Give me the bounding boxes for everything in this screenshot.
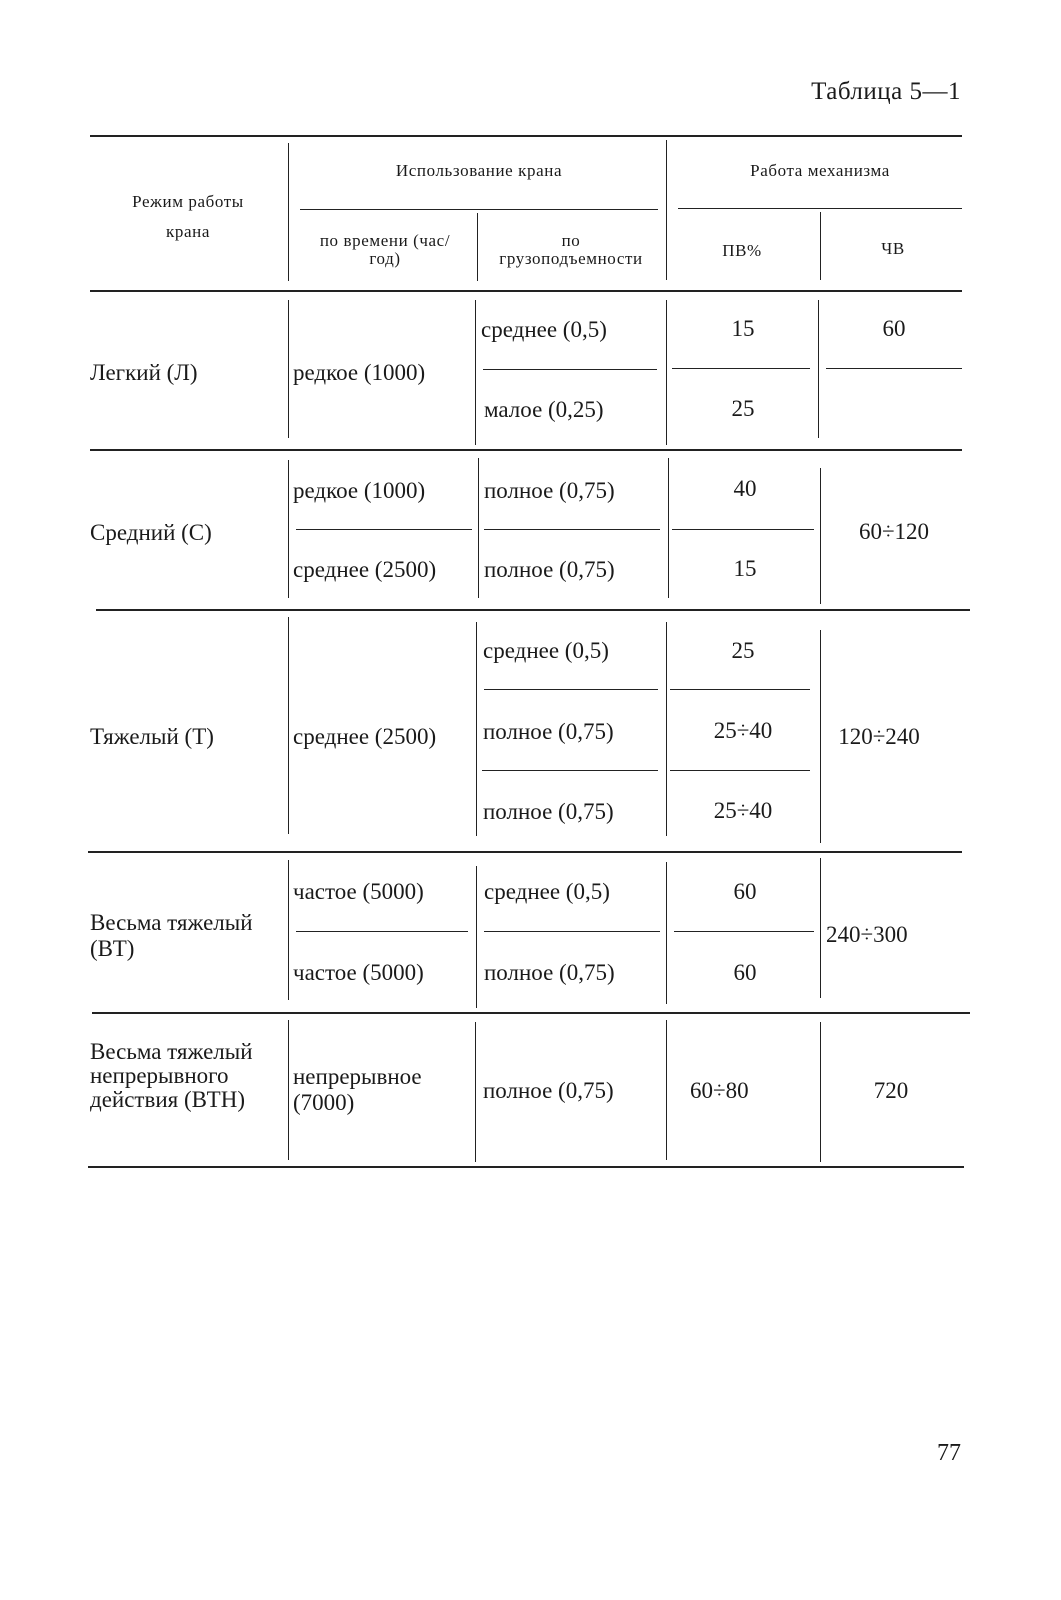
row-load: среднее (0,5)	[481, 317, 607, 342]
header-bottom-rule	[90, 290, 962, 292]
row-chv: 60÷120	[858, 519, 930, 544]
row-time: непрерывное (7000)	[293, 1064, 422, 1115]
row-time: среднее (2500)	[293, 557, 437, 582]
column-line	[288, 300, 289, 438]
row-load: полное (0,75)	[483, 799, 614, 824]
column-line	[476, 622, 477, 836]
row-pv: 25÷40	[713, 718, 773, 743]
column-line	[666, 1020, 667, 1160]
column-line	[820, 630, 821, 843]
row-mode: Весьма тяжелый непрерывного действия (ВТН)	[90, 1039, 253, 1112]
header-divider-usage	[300, 209, 658, 210]
row-separator	[90, 449, 962, 451]
column-line	[478, 458, 479, 598]
column-line	[666, 300, 667, 445]
row-load: полное (0,75)	[484, 557, 615, 582]
row-pv: 15	[733, 556, 757, 581]
column-line	[288, 460, 289, 598]
column-line	[820, 468, 821, 604]
row-mode: Средний (С)	[90, 520, 212, 545]
cell-divider	[672, 368, 810, 369]
row-time: частое (5000)	[293, 879, 424, 904]
column-line	[288, 860, 289, 1000]
column-line	[288, 1020, 289, 1160]
column-line	[818, 300, 819, 438]
header-usage: Использование крана	[395, 161, 563, 180]
row-chv: 720	[873, 1078, 909, 1103]
cell-divider	[672, 529, 814, 530]
row-mode: Тяжелый (Т)	[90, 724, 214, 749]
row-pv: 25	[731, 638, 755, 663]
row-chv: 240÷300	[826, 922, 908, 947]
row-time: частое (5000)	[293, 960, 424, 985]
row-time: среднее (2500)	[293, 724, 437, 749]
row-separator	[96, 609, 970, 611]
header-pv: ПВ%	[722, 241, 762, 260]
table-top-rule	[90, 135, 962, 137]
cell-divider	[670, 689, 810, 690]
column-line	[668, 458, 669, 598]
row-pv: 40	[733, 476, 757, 501]
cell-divider	[482, 770, 658, 771]
column-line	[820, 1022, 821, 1162]
column-line	[475, 1022, 476, 1162]
column-line	[288, 617, 289, 834]
column-line	[475, 300, 476, 445]
row-pv: 15	[731, 316, 755, 341]
table-bottom-rule	[88, 1166, 964, 1168]
header-divider-mechanism	[678, 208, 962, 209]
column-line	[666, 622, 667, 836]
cell-divider	[674, 931, 814, 932]
row-separator	[92, 1012, 970, 1014]
column-line	[820, 212, 821, 280]
row-mode: Легкий (Л)	[90, 360, 198, 385]
column-line	[476, 866, 477, 1008]
header-mode: Режим работы крана	[132, 192, 244, 241]
row-separator	[88, 851, 962, 853]
cell-divider	[484, 931, 660, 932]
cell-divider	[483, 369, 657, 370]
header-by-time: по времени (час/год)	[319, 231, 451, 268]
row-pv: 25	[731, 396, 755, 421]
header-by-load: по грузоподъемности	[499, 231, 643, 268]
header-chv: ЧВ	[881, 239, 905, 258]
row-chv: 60	[882, 316, 906, 341]
cell-divider	[484, 529, 660, 530]
row-time: редкое (1000)	[293, 360, 426, 385]
cell-divider	[826, 368, 962, 369]
row-chv: 120÷240	[838, 724, 920, 749]
row-load: малое (0,25)	[484, 397, 604, 422]
header-mechanism: Работа механизма	[750, 161, 890, 180]
cell-divider	[670, 770, 810, 771]
column-line	[666, 862, 667, 1004]
row-load: среднее (0,5)	[483, 638, 609, 663]
row-pv: 60÷80	[690, 1078, 749, 1103]
cell-divider	[484, 689, 658, 690]
column-line	[666, 140, 667, 280]
row-time: редкое (1000)	[293, 478, 426, 503]
row-pv: 60	[733, 960, 757, 985]
row-load: полное (0,75)	[483, 1078, 614, 1103]
row-mode: Весьма тяжелый (ВТ)	[90, 910, 253, 961]
row-load: полное (0,75)	[484, 478, 615, 503]
row-load: полное (0,75)	[483, 719, 614, 744]
table-caption: Таблица 5—1	[811, 78, 961, 105]
column-line	[820, 858, 821, 998]
page-number: 77	[937, 1440, 961, 1466]
row-pv: 25÷40	[713, 798, 773, 823]
cell-divider	[296, 529, 472, 530]
column-line	[288, 143, 289, 281]
column-line	[477, 213, 478, 281]
row-load: полное (0,75)	[484, 960, 615, 985]
row-pv: 60	[733, 879, 757, 904]
row-load: среднее (0,5)	[484, 879, 610, 904]
cell-divider	[296, 931, 468, 932]
